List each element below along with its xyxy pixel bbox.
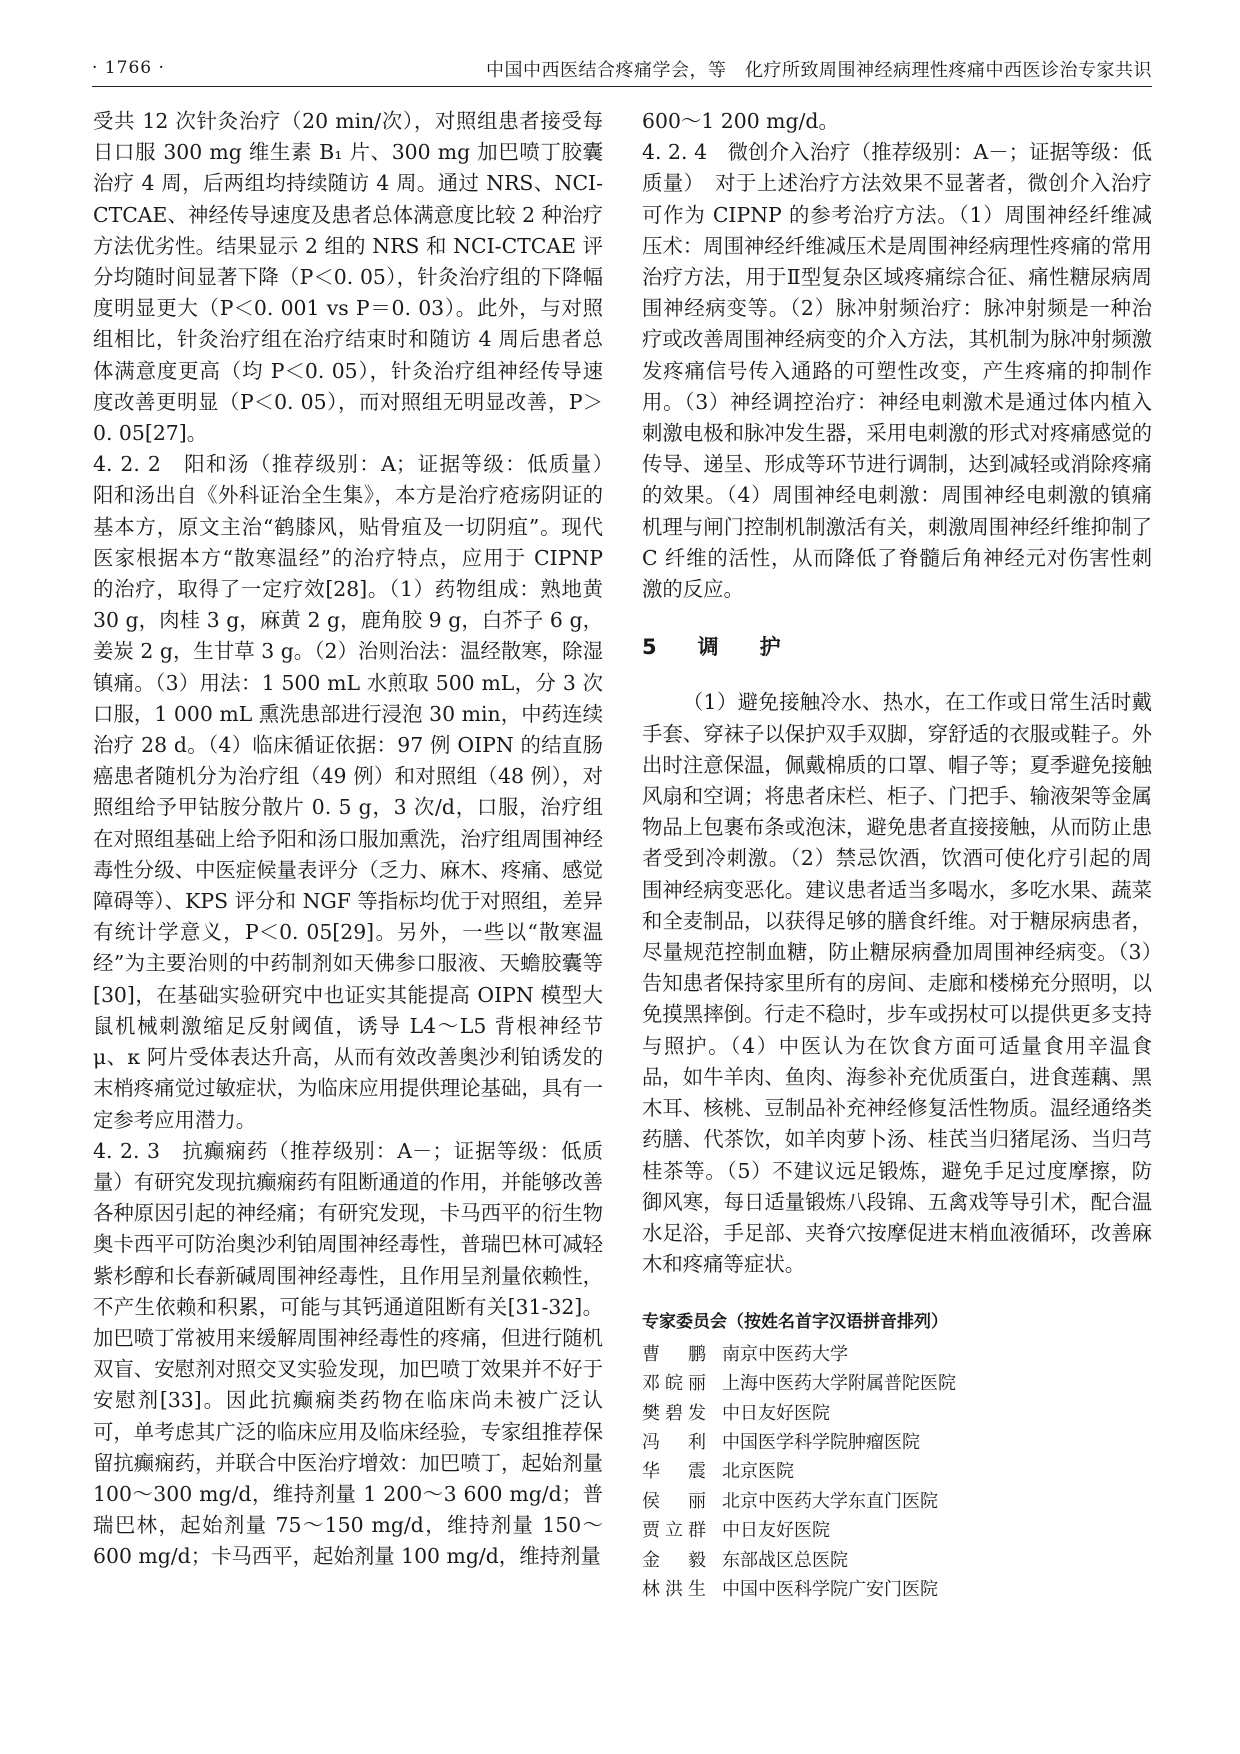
expert-name: 曹 鹏 [642, 1343, 706, 1365]
page-number: · 1766 · [92, 58, 165, 78]
expert-name: 金 毅 [642, 1549, 706, 1571]
paragraph-dose-continuation: 600～1 200 mg/d。 [642, 109, 839, 133]
paragraph-minimally-invasive: 4. 2. 4 微创介入治疗（推荐级别：A－；证据等级：低质量） 对于上述治疗方法效果不显著者，微创介入治疗可作为 CIPNP 的参考治疗方法。（1）周围神经纤维减压术：周围神经纤维减压术是周围神经病理性疼痛的常用治疗方法，用于Ⅱ型复杂区域疼痛综合征、痛性糖尿病周围神经病变等。（2）脉冲射频治疗：脉冲射频是一种治疗或改善周围神经病变的介入方法，其机制为脉冲射频激发疼痛信号传入通路的可塑性改变，产生疼痛的抑制作用。（3）神经调控治疗：神经电刺激术是通过体内植入刺激电极和脉冲发生器，采用电刺激的形式对疼痛感觉的传导、递呈、形成等环节进行调制，达到减轻或消除疼痛的效果。（4）周围神经电刺激：周围神经电刺激的镇痛机理与闸门控制机制激活有关，刺激周围神经纤维抑制了 C 纤维的活性，从而降低了脊髓后角神经元对伤害性刺激的反应。 [642, 140, 1152, 602]
expert-name: 冯 利 [642, 1431, 706, 1453]
expert-member [642, 1487, 1152, 1516]
expert-committee [642, 1308, 1152, 1604]
paragraph-acupuncture-trial: 受共 12 次针灸治疗（20 min/次），对照组患者接受每日口服 300 mg 维生素 B₁ 片、300 mg 加巴喷丁胶囊治疗 4 周，后两组均持续随访 4 周。通过 NRS、NCI-CTCAE、神经传导速度及患者总体满意度比较 2 种治疗方法优劣性。结果显示 2 组的 NRS 和 NCI-CTCAE 评分均随时间显著下降（P＜0. 05），针灸治疗组的下降幅度明显更大（P＜0. 001 vs P＝0. 03）。此外，与对照组相比，针灸治疗组在治疗结束时和随访 4 周后患者总体满意度更高（均 P＜0. 05），针灸治疗组神经传导速度改善更明显（P＜0. 05），而对照组无明显改善，P＞0. 05[27]。 [93, 109, 603, 446]
expert-affiliation: 东部战区总医院 [722, 1549, 848, 1571]
expert-member [642, 1546, 1152, 1575]
expert-member [642, 1457, 1152, 1486]
running-title: 中国中西医结合疼痛学会，等 化疗所致周围神经病理性疼痛中西医诊治专家共识 [486, 60, 1152, 81]
right-column [642, 106, 1152, 1604]
paragraph-antiepileptics: 4. 2. 3 抗癫痫药（推荐级别：A－；证据等级：低质量）有研究发现抗癫痫药有阻断通道的作用，并能够改善各种原因引起的神经痛；有研究发现，卡马西平的衍生物奥卡西平可防治奥沙利铂周围神经毒性，普瑞巴林可减轻紫杉醇和长春新碱周围神经毒性，且作用呈剂量依赖性，不产生依赖和积累，可能与其钙通道阻断有关[31-32]。加巴喷丁常被用来缓解周围神经毒性的疼痛，但进行随机双盲、安慰剂对照交叉实验发现，加巴喷丁效果并不好于安慰剂[33]。因此抗癫痫类药物在临床尚未被广泛认可，单考虑其广泛的临床应用及临床经验，专家组推荐保留抗癫痫药，并联合中医治疗增效：加巴喷丁，起始剂量 100～300 mg/d，维持剂量 1 200～3 600 mg/d；普瑞巴林，起始剂量 75～150 mg/d，维持剂量 150～600 mg/d；卡马西平，起始剂量 100 mg/d，维持剂量 [93, 1138, 603, 1569]
section-5-body: （1）避免接触冷水、热水，在工作或日常生活时戴手套、穿袜子以保护双手双脚，穿舒适的衣服或鞋子。外出时注意保温，佩戴棉质的口罩、帽子等；夏季避免接触风扇和空调；将患者床栏、柜子、门把手、输液架等金属物品上包裹布条或泡沫，避免患者直接接触，从而防止患者受到冷刺激。（2）禁忌饮酒，饮酒可使化疗引起的周围神经病变恶化。建议患者适当多喝水，多吃水果、蔬菜和全麦制品，以获得足够的膳食纤维。对于糖尿病患者，尽量规范控制血糖，防止糖尿病叠加周围神经病变。（3）告知患者保持家里所有的房间、走廊和楼梯充分照明，以免摸黑摔倒。行走不稳时，步车或拐杖可以提供更多支持与照护。（4）中医认为在饮食方面可适量食用辛温食品，如牛羊肉、鱼肉、海参补充优质蛋白，进食莲藕、黑木耳、核桃、豆制品补充神经修复活性物质。温经通络类药膳、代茶饮，如羊肉萝卜汤、桂芪当归猪尾汤、当归芎桂茶等。（5）不建议远足锻炼，避免手足过度摩擦，防御风寒，每日适量锻炼八段锦、五禽戏等导引术，配合温水足浴，手足部、夹脊穴按摩促进末梢血液循环，改善麻木和疼痛等症状。 [642, 690, 1152, 1277]
expert-member [642, 1399, 1152, 1428]
expert-affiliation: 上海中医药大学附属普陀医院 [722, 1373, 956, 1395]
running-header [92, 52, 1152, 87]
expert-affiliation: 中日友好医院 [722, 1520, 830, 1542]
expert-name: 邓皖丽 [642, 1373, 706, 1395]
section-5-heading: 5 调 护 [642, 635, 791, 660]
expert-member [642, 1340, 1152, 1369]
expert-affiliation: 中日友好医院 [722, 1402, 830, 1424]
expert-member [642, 1516, 1152, 1545]
expert-name: 樊碧发 [642, 1402, 706, 1424]
expert-affiliation: 南京中医药大学 [722, 1343, 848, 1365]
expert-member [642, 1575, 1152, 1604]
expert-affiliation: 北京中医药大学东直门医院 [722, 1490, 938, 1512]
expert-name: 贾立群 [642, 1520, 706, 1542]
expert-name: 林洪生 [642, 1578, 706, 1600]
expert-member [642, 1428, 1152, 1457]
expert-affiliation: 北京医院 [722, 1461, 794, 1483]
expert-name: 侯 丽 [642, 1490, 706, 1512]
left-column [93, 106, 624, 1573]
paragraph-yanghe-decoction: 4. 2. 2 阳和汤（推荐级别：A；证据等级：低质量） 阳和汤出自《外科证治全生集》，本方是治疗疮疡阴证的基本方，原文主治“鹤膝风，贴骨疽及一切阴疽”。现代医家根据本方“散寒温经”的治疗特点，应用于 CIPNP 的治疗，取得了一定疗效[28]。（1）药物组成：熟地黄 30 g，肉桂 3 g，麻黄 2 g，鹿角胶 9 g，白芥子 6 g，姜炭 2 g，生甘草 3 g。（2）治则治法：温经散寒，除湿镇痛。（3）用法：1 500 mL 水煎取 500 mL，分 3 次口服，1 000 mL 熏洗患部进行浸泡 30 min，中药连续治疗 28 d。（4）临床循证依据：97 例 OIPN 的结直肠癌患者随机分为治疗组（49 例）和对照组（48 例），对照组给予甲钴胺分散片 0. 5 g，3 次/d，口服，治疗组在对照组基础上给予阳和汤口服加熏洗，治疗组周围神经毒性分级、中医症候量表评分（乏力、麻木、疼痛、感觉障碍等）、KPS 评分和 NGF 等指标均优于对照组，差异有统计学意义，P＜0. 05[29]。另外，一些以“散寒温经”为主要治则的中药制剂如天佛参口服液、天蟾胶囊等[30]，在基础实验研究中也证实其能提高 OIPN 模型大鼠机械刺激缩足反射阈值，诱导 L4～L5 背根神经节 μ、κ 阿片受体表达升高，从而有效改善奥沙利铂诱发的末梢疼痛觉过敏症状，为临床应用提供理论基础，具有一定参考应用潜力。 [93, 452, 624, 1132]
expert-member [642, 1369, 1152, 1398]
expert-affiliation: 中国医学科学院肿瘤医院 [722, 1431, 920, 1453]
expert-name: 华 震 [642, 1461, 706, 1483]
expert-committee-title: 专家委员会（按姓名首字汉语拼音排列） [642, 1312, 948, 1333]
expert-affiliation: 中国中医科学院广安门医院 [722, 1578, 938, 1600]
